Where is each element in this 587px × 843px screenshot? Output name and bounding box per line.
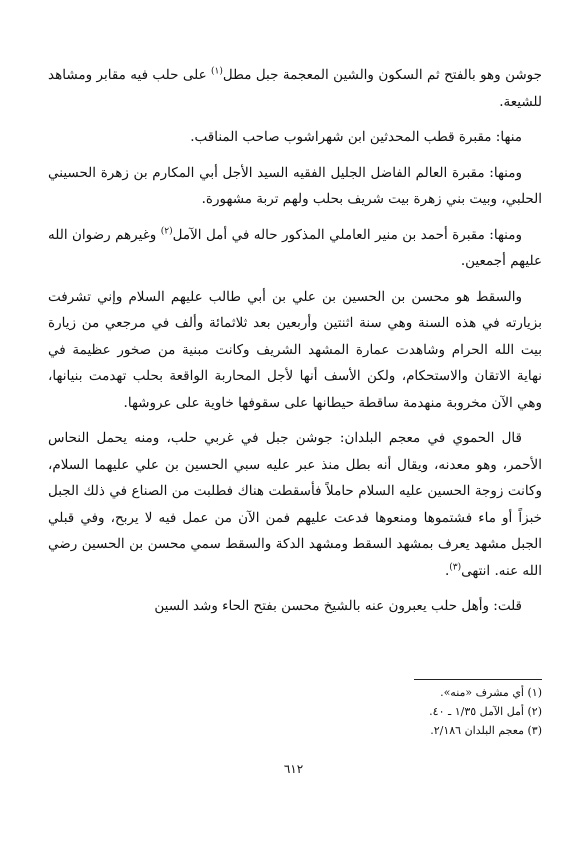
- page-number: ٦١٢: [283, 762, 304, 776]
- footnote-ref-3: (٣): [449, 562, 462, 572]
- paragraph-ahmad-ibn-munir: [48, 222, 542, 275]
- footnote-separator: [414, 679, 542, 680]
- paragraph-text: .: [444, 562, 450, 579]
- footnote-ref-1: (١): [211, 66, 223, 77]
- footnote-ref-2: (٢): [160, 226, 173, 236]
- paragraph-text: ومنها: مقبرة أحمد بن منير العاملي المذكور حاله في أمل الآمل: [172, 226, 522, 243]
- footnote-1: (١) أي مشرف «منه».: [440, 686, 542, 699]
- paragraph-text: جوشن وهو بالفتح ثم السكون والشين المعجمة جبل مطل: [222, 67, 542, 83]
- paragraph-text: وغيرهم رضوان الله عليهم أجمعين.: [48, 226, 542, 269]
- paragraph-text: قلت: وأهل حلب يعبرون عنه بالشيخ محسن بفتح الحاء وشد السين: [154, 598, 522, 614]
- paragraph-text: والسقط هو محسن بن الحسين بن علي بن أبي طالب عليهم السلام وإني تشرفت بزيارته في هذه السنة وهي سنة اثنتين وأربعين بعد ثلاثمائة وألف في مرجعي من زيارة بيت الله الحرام وشاهدت عمارة المشهد الشريف وكانت مبنية من صخور عظيمة في نهاية الاتقان والاستحكام، ولكن الأسف أنها لأجل المحاربة الواقعة بحلب تهدمت بنيانها، وهي الآن مخروبة منهدمة ساقطة حيطانها على سقوفها خاوية على عروشها.: [48, 288, 542, 411]
- paragraph-al-saqt: [48, 284, 542, 417]
- body-text: [48, 62, 542, 629]
- footnote-2: (٢) أمل الآمل ١/٣٥ ـ ٤٠.: [429, 705, 542, 718]
- paragraph-text: على حلب فيه مقابر ومشاهد للشيعة.: [48, 67, 542, 110]
- footnotes: [48, 683, 542, 740]
- paragraph-text: ومنها: مقبرة العالم الفاضل الجليل الفقيه السيد الأجل أبي المكارم بن زهرة الحسيني الحلبي، وبيت بني زهرة بيت شريف بحلب ولهم تربة مشهورة.: [48, 164, 542, 207]
- paragraph-al-hamawi-quote: [48, 425, 542, 584]
- paragraph-jawshan-intro: [48, 62, 542, 115]
- paragraph-abu-al-makarim: [48, 160, 542, 213]
- footnote-3: (٣) معجم البلدان ٢/١٨٦.: [430, 724, 542, 737]
- paragraph-text: قال الحموي في معجم البلدان: جوشن جبل في غربي حلب، ومنه يحمل النحاس الأحمر، وهو معدنه، ويقال أنه بطل منذ عبر عليه سبي الحسين بن علي عليهما السلام، وكانت زوجة الحسين عليه السلام حاملاً فأسقطت هناك فطلبت من الصناع في ذلك الجبل خبزاً أو ماء فشتموها ومنعوها فدعت عليهم فمن الآن من عمل فيه لا يربح، وفي قبلي الجبل مشهد يعرف بمشهد السقط ومشهد الدكة والسقط سمي محسن بن الحسين رضي الله عنه. انتهى: [48, 430, 542, 579]
- paragraph-text: منها: مقبرة قطب المحدثين ابن شهراشوب صاحب المناقب.: [190, 129, 522, 145]
- paragraph-qultu: [48, 593, 542, 620]
- paragraph-ibn-shahrashub: [48, 124, 542, 151]
